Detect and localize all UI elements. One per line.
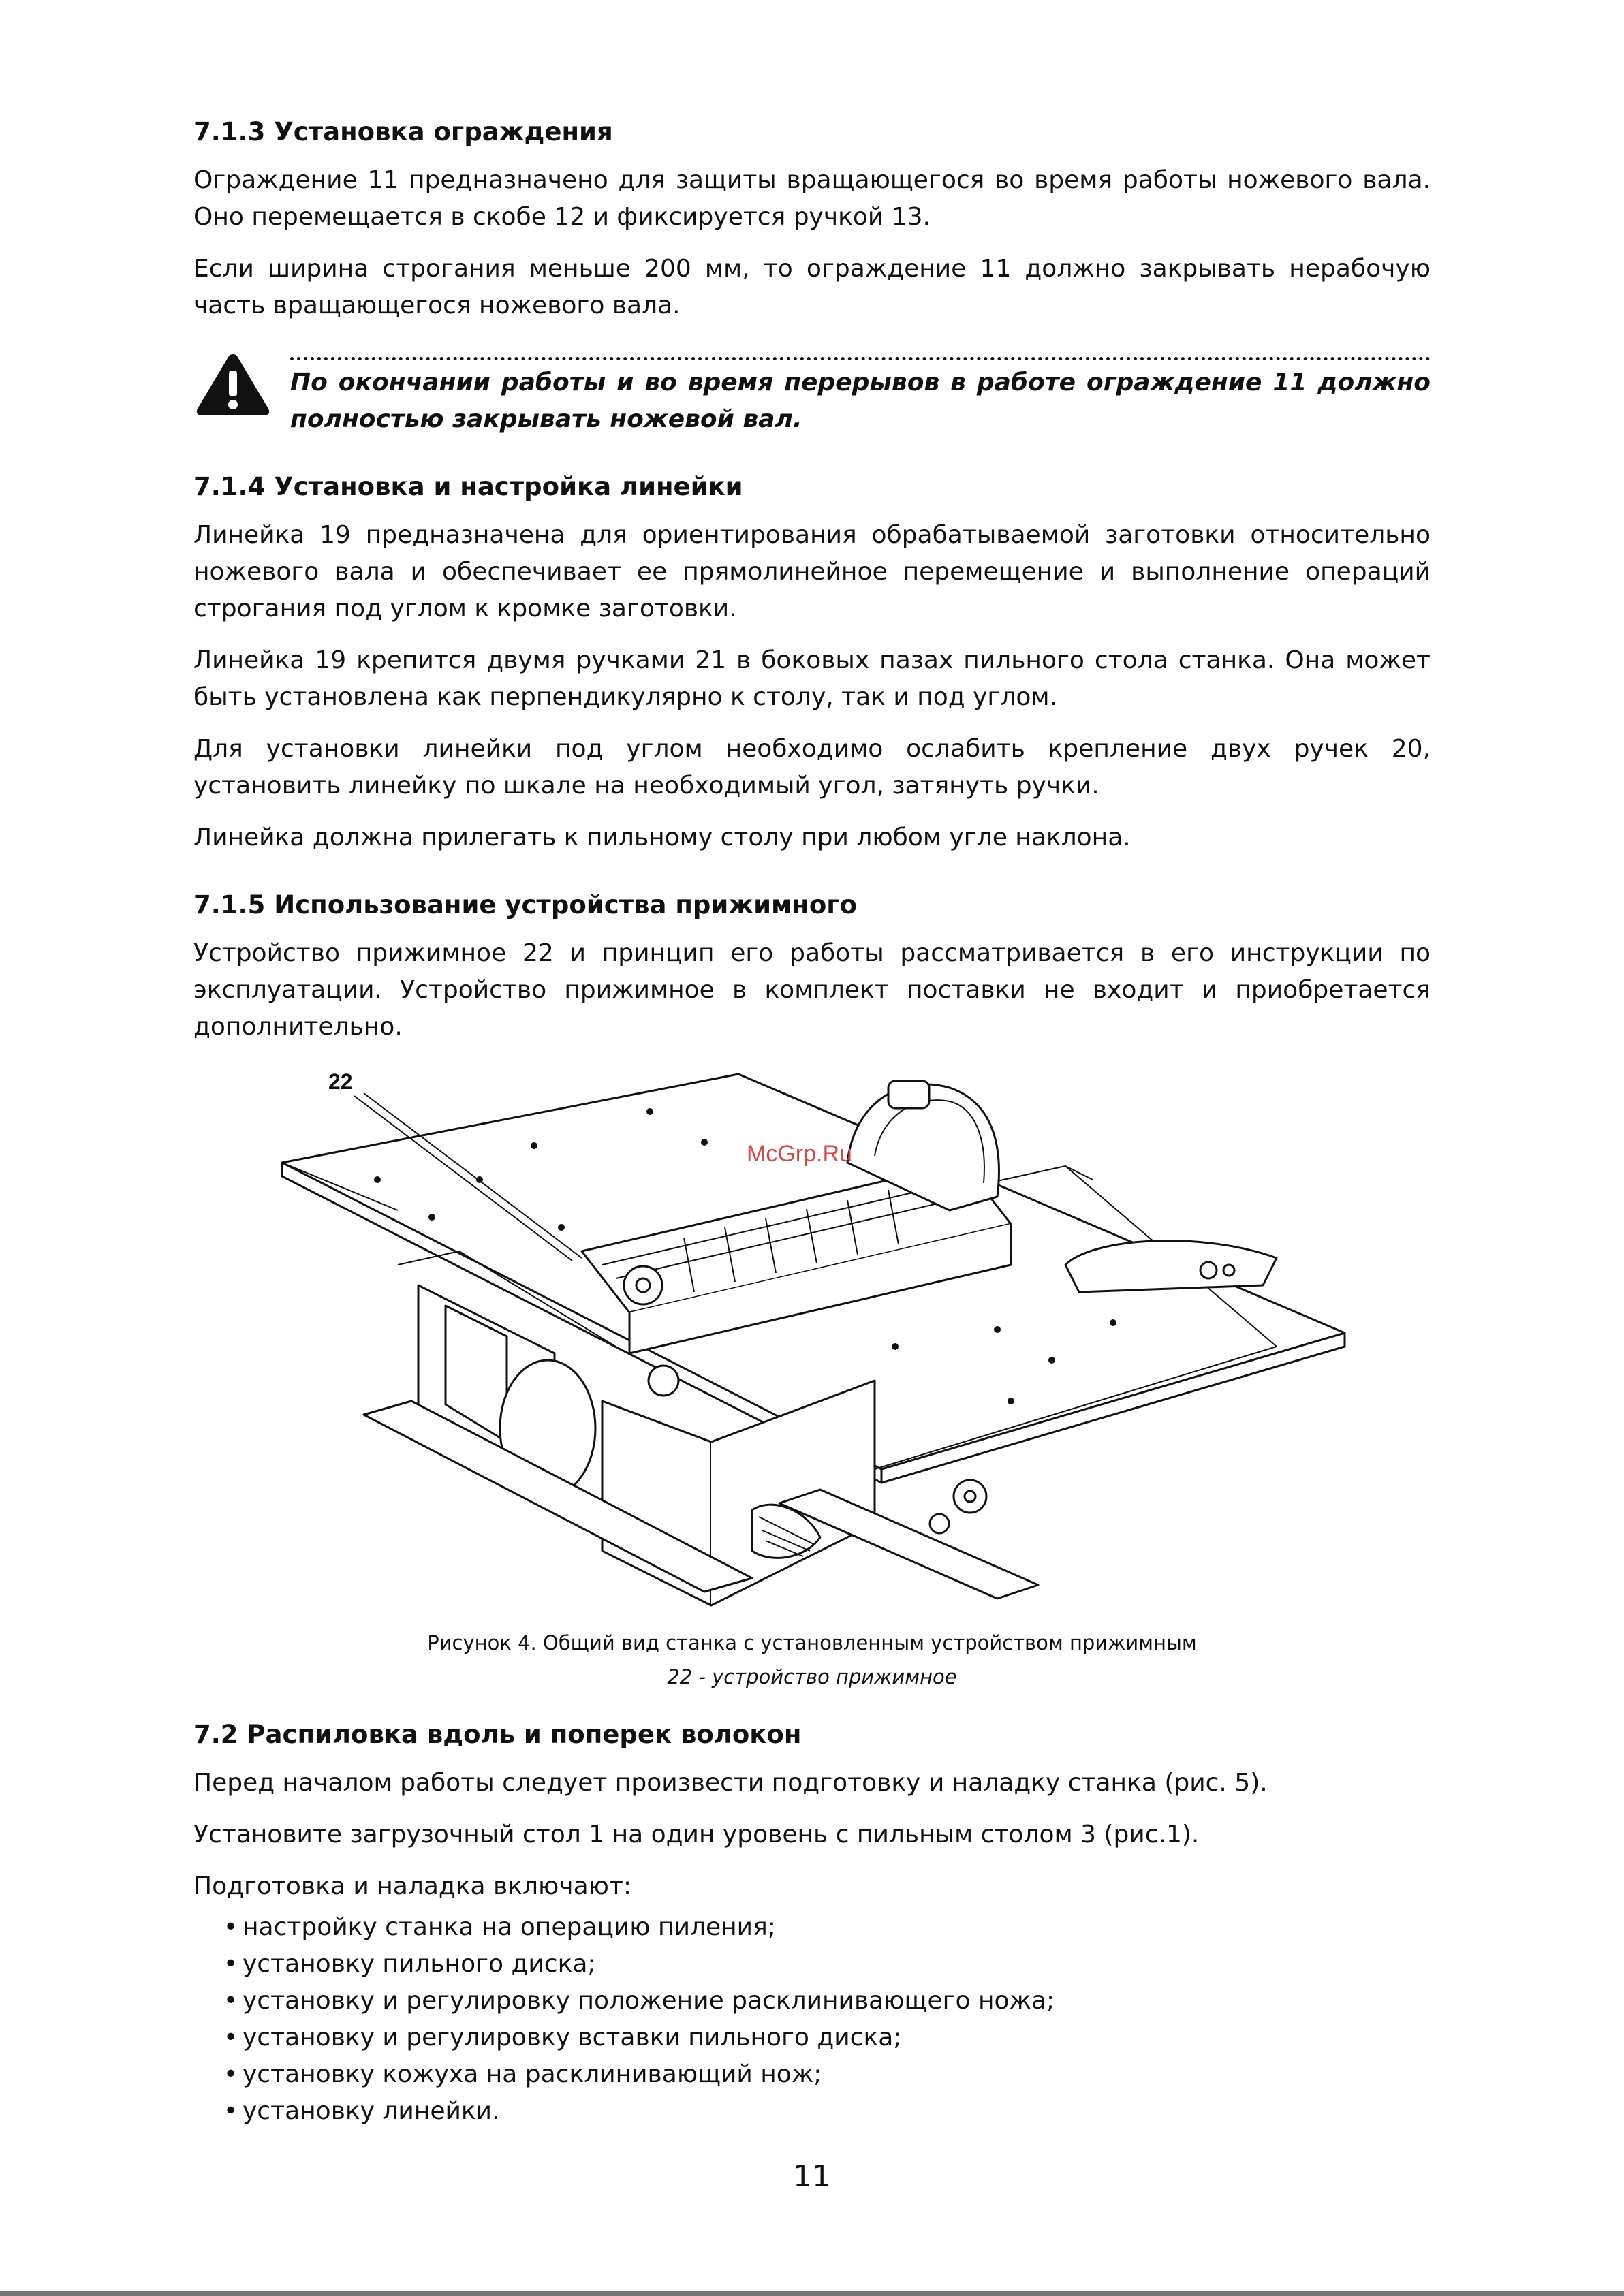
list-item: • установку и регулировку вставки пильного диска; xyxy=(223,2019,1431,2056)
bottom-rule xyxy=(0,2291,1624,2296)
warning-body xyxy=(290,350,1431,438)
heading-7-1-3: 7.1.3 Установка ограждения xyxy=(193,117,613,146)
warning-block xyxy=(193,350,1431,438)
paragraph: Перед началом работы следует произвести подготовку и наладку станка (рис. 5). xyxy=(193,1769,1268,1797)
heading-7-1-4: 7.1.4 Установка и настройка линейки xyxy=(193,472,743,502)
list-item: • установку пильного диска; xyxy=(223,1946,1431,1983)
paragraph: Линейка 19 предназначена для ориентирования обрабатываемой заготовки относительно ножевого вала и обеспечивает ее прямолинейное перемещение и выполнение операций строгания под углом к кромке заготовки. xyxy=(193,521,1431,623)
paragraph: Линейка 19 крепится двумя ручками 21 в боковых пазах пильного стола станка. Она может быть установлена как перпендикулярно к столу, так и под углом. xyxy=(193,646,1431,712)
list-item: • установку и регулировку положение расклинивающего ножа; xyxy=(223,1983,1431,2019)
paragraph: Устройство прижимное 22 и принцип его работы рассматривается в его инструкции по эксплуатации. Устройство прижимное в комплект поставки не входит и приобретается дополнительно. xyxy=(193,939,1431,1041)
figure-subcaption: 22 - устройство прижимное xyxy=(667,1665,957,1689)
list-item: • установку линейки. xyxy=(223,2093,1431,2130)
machine-illustration xyxy=(193,1060,1431,1619)
prep-list xyxy=(193,1909,1431,2130)
paragraph: Линейка должна прилегать к пильному столу при любом угле наклона. xyxy=(193,823,1131,852)
heading-7-1-5: 7.1.5 Использование устройства прижимного xyxy=(193,890,858,920)
page-content xyxy=(193,116,1431,2130)
warning-icon xyxy=(193,351,272,417)
figure-machine xyxy=(193,1060,1431,1619)
page-number: 11 xyxy=(793,2159,831,2194)
heading-7-2: 7.2 Распиловка вдоль и поперек волокон xyxy=(193,1720,802,1750)
callout-label: 22 xyxy=(328,1069,353,1095)
list-item: • установку кожуха на расклинивающий нож; xyxy=(223,2056,1431,2093)
paragraph: Установите загрузочный стол 1 на один уровень с пильным столом 3 (рис.1). xyxy=(193,1821,1200,1849)
watermark: McGrp.Ru xyxy=(747,1141,852,1167)
paragraph: Если ширина строгания меньше 200 мм, то ограждение 11 должно закрывать нерабочую часть вращающегося ножевого вала. xyxy=(193,255,1431,320)
paragraph: Подготовка и наладка включают: xyxy=(193,1872,632,1901)
paragraph: Ограждение 11 предназначено для защиты вращающегося во время работы ножевого вала. Оно перемещается в скобе 12 и фиксируется ручкой 13. xyxy=(193,166,1431,232)
warning-text: По окончании работы и во время перерывов в работе ограждение 11 должно полностью закрывать ножевой вал. xyxy=(290,368,1431,434)
list-item: • настройку станка на операцию пиления; xyxy=(223,1909,1431,1946)
paragraph: Для установки линейки под углом необходимо ослабить крепление двух ручек 20, установить линейку по шкале на необходимый угол, затянуть ручки. xyxy=(193,735,1431,800)
dotted-rule xyxy=(290,357,1431,360)
figure-caption: Рисунок 4. Общий вид станка с установленным устройством прижимным xyxy=(427,1631,1197,1655)
